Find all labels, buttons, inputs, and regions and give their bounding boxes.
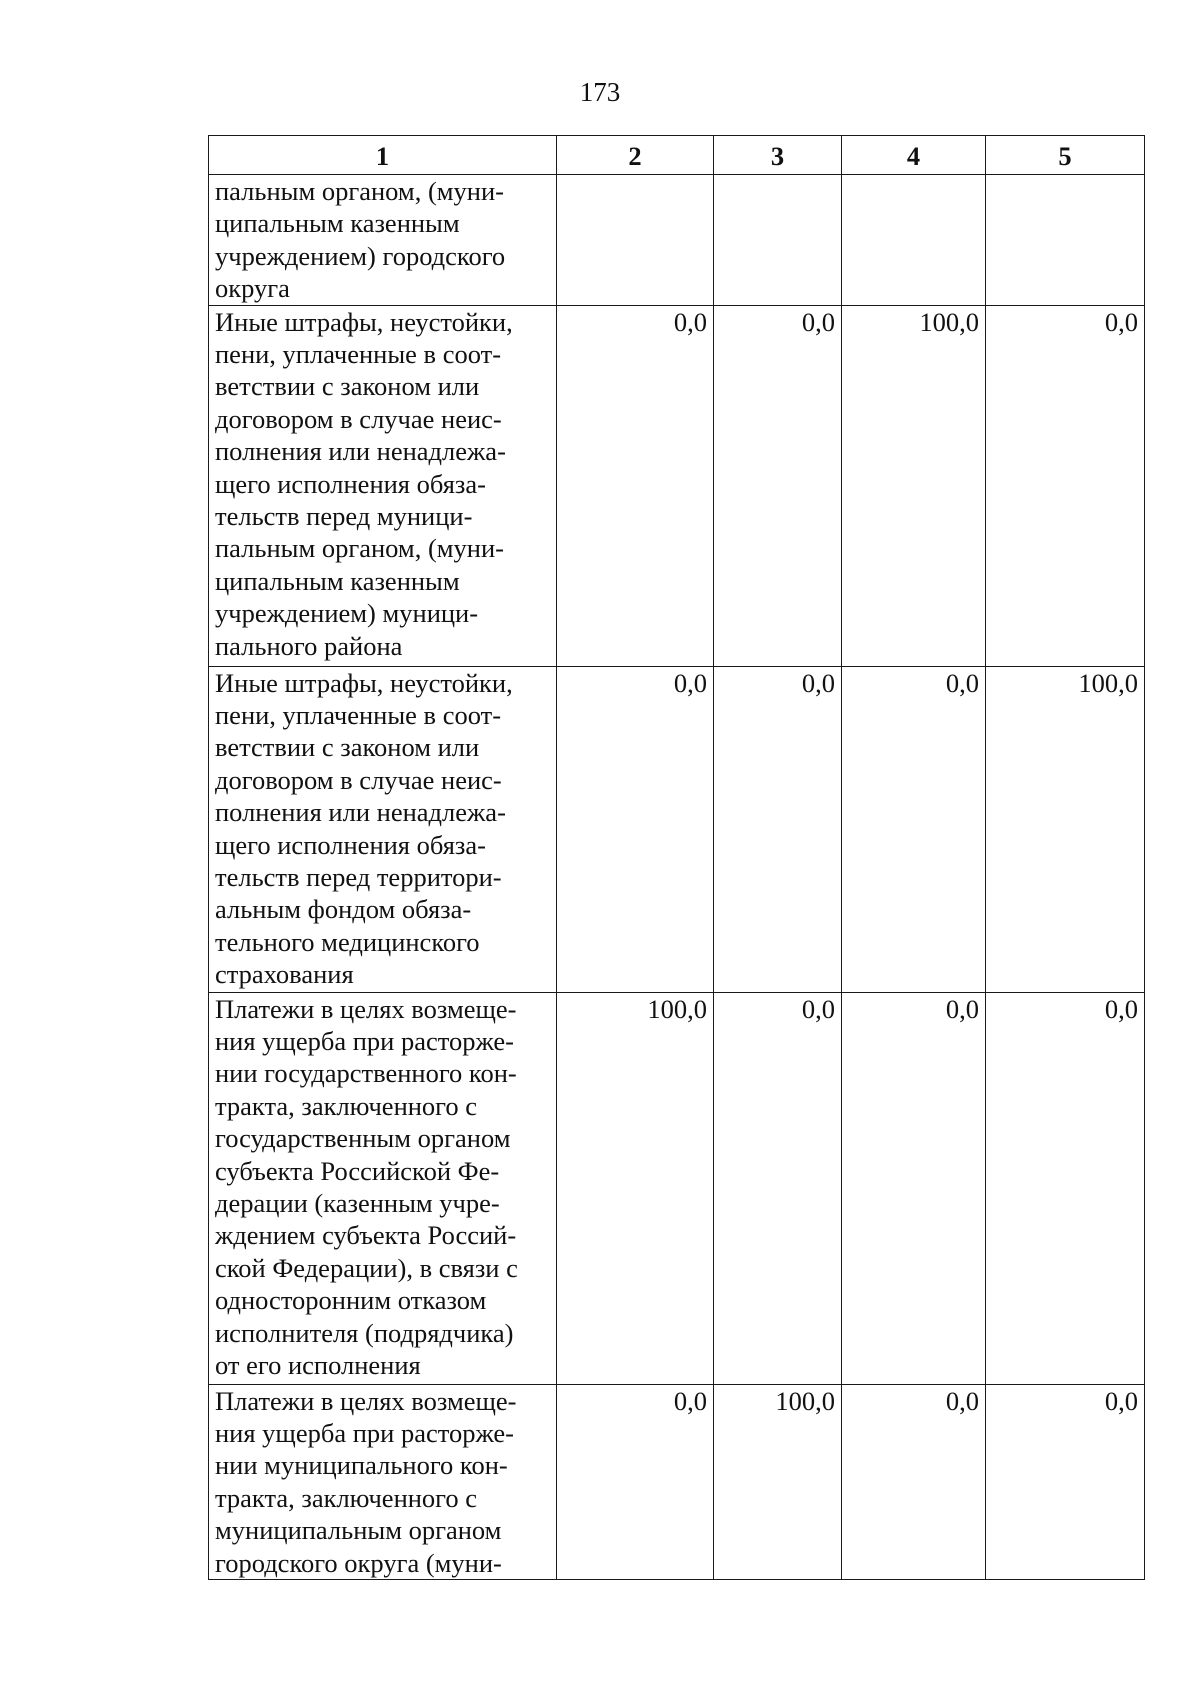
table-row bbox=[209, 992, 1145, 1384]
row-value-col2: 0,0 bbox=[557, 305, 714, 666]
row-value-col3: 0,0 bbox=[714, 305, 842, 666]
row-value-col5: 0,0 bbox=[986, 1384, 1145, 1579]
row-value-col5: 0,0 bbox=[986, 992, 1145, 1384]
row-value-col4: 100,0 bbox=[842, 305, 986, 666]
row-value-col5 bbox=[986, 175, 1145, 306]
row-value-col3: 0,0 bbox=[714, 992, 842, 1384]
row-value-col2: 0,0 bbox=[557, 1384, 714, 1579]
table-row bbox=[209, 666, 1145, 992]
column-header-1: 1 bbox=[209, 136, 557, 175]
row-description: пальным органом, (муни- ципальным казенным учреждением) городского округа bbox=[209, 175, 557, 306]
row-value-col4 bbox=[842, 175, 986, 306]
row-value-col5: 100,0 bbox=[986, 666, 1145, 992]
table-row bbox=[209, 1384, 1145, 1579]
revenue-distribution-table bbox=[208, 135, 1145, 1580]
column-header-2: 2 bbox=[557, 136, 714, 175]
row-value-col4: 0,0 bbox=[842, 1384, 986, 1579]
row-value-col5: 0,0 bbox=[986, 305, 1145, 666]
row-description: Иные штрафы, неустойки, пени, уплаченные в соот- ветствии с законом или договором в случае неис- полнения или ненадлежа- щего исполнения обяза- тельств перед территори- альным фондом обяза- тельного медицинского страхования bbox=[209, 666, 557, 992]
row-description: Платежи в целях возмеще- ния ущерба при расторже- нии муниципального кон- тракта, заключенного с муниципальным органом городского округа (муни- bbox=[209, 1384, 557, 1579]
row-value-col4: 0,0 bbox=[842, 666, 986, 992]
column-header-4: 4 bbox=[842, 136, 986, 175]
row-value-col3 bbox=[714, 175, 842, 306]
table-header-row bbox=[209, 136, 1145, 175]
row-value-col4: 0,0 bbox=[842, 992, 986, 1384]
row-value-col3: 100,0 bbox=[714, 1384, 842, 1579]
page-number: 173 bbox=[579, 77, 621, 107]
row-value-col2: 100,0 bbox=[557, 992, 714, 1384]
column-header-3: 3 bbox=[714, 136, 842, 175]
row-description: Платежи в целях возмеще- ния ущерба при расторже- нии государственного кон- тракта, заключенного с государственным органом субъекта Российской Фе- дерации (казенным учре- ждением субъекта Россий- ской Федерации), в связи с односторонним отказом исполнителя (подрядчика) от его исполнения bbox=[209, 992, 557, 1384]
table-row bbox=[209, 305, 1145, 666]
row-value-col3: 0,0 bbox=[714, 666, 842, 992]
table-row bbox=[209, 175, 1145, 306]
column-header-5: 5 bbox=[986, 136, 1145, 175]
row-value-col2 bbox=[557, 175, 714, 306]
row-value-col2: 0,0 bbox=[557, 666, 714, 992]
row-description: Иные штрафы, неустойки, пени, уплаченные в соот- ветствии с законом или договором в случае неис- полнения или ненадлежа- щего исполнения обяза- тельств перед муници- пальным органом, (муни- ципальным казенным учреждением) муници- пального района bbox=[209, 305, 557, 666]
